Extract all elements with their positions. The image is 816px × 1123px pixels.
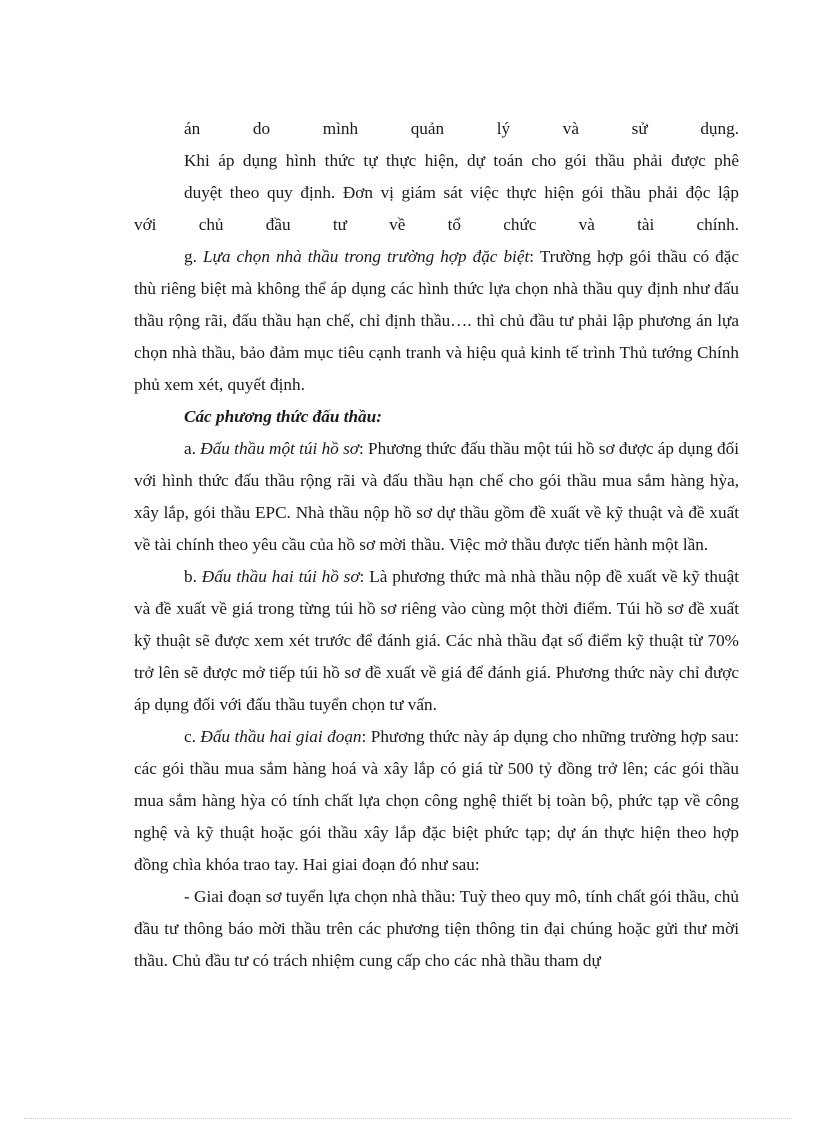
page-bottom-divider <box>24 1118 792 1119</box>
paragraph-a <box>134 433 739 561</box>
paragraph-c <box>134 721 739 881</box>
section-heading: Các phương thức đấu thầu: <box>184 407 382 426</box>
paragraph-body: : Phương thức này áp dụng cho những trường hợp sau: các gói thầu mua sắm hàng hoá và xây lắp có giá từ 500 tỷ đồng trở lên; các gói thầu mua sắm hàng hỳa có tính chất lựa chọn công nghệ thiết bị toàn bộ, phức tạp về công nghệ và kỹ thuật hoặc gói thầu xây lắp đặc biệt phức tạp; dự án thực hiện theo hợp đồng chìa khóa trao tay. Hai giai đoạn đó như sau: <box>134 727 739 874</box>
text-line: duyệt theo quy định. Đơn vị giám sát việc thực hiện gói thầu phải độc lập <box>184 183 739 202</box>
paragraph-prefix: c. <box>184 727 201 746</box>
text-line: Khi áp dụng hình thức tự thực hiện, dự toán cho gói thầu phải được phê <box>184 151 739 170</box>
paragraph-body: : Phương thức đấu thầu một túi hồ sơ được áp dụng đối với hình thức đấu thầu rộng rãi và đấu thầu hạn chế cho gói thầu mua sắm hàng hỳa, xây lắp, gói thầu EPC. Nhà thầu nộp hồ sơ dự thầu gồm đề xuất về kỹ thuật và đề xuất về tài chính theo yêu cầu của hồ sơ mời thầu. Việc mở thầu được tiến hành một lần. <box>134 439 739 554</box>
document-body <box>134 113 739 977</box>
paragraph-prefix: g. <box>184 247 203 266</box>
paragraph-body: : Trường hợp gói thầu có đặc thù riêng biệt mà không thể áp dụng các hình thức lựa chọn nhà thầu quy định như đấu thầu rộng rãi, đấu thầu hạn chế, chỉ định thầu…. thì chủ đầu tư phải lập phương án lựa chọn nhà thầu, bảo đảm mục tiêu cạnh tranh và hiệu quả kinh tế trình Thủ tướng Chính phủ xem xét, quyết định. <box>134 247 740 394</box>
paragraph-title: Đấu thầu hai giai đoạn <box>200 727 362 746</box>
paragraph-prefix: a. <box>184 439 201 458</box>
paragraph-g <box>134 241 739 401</box>
paragraph-prefix: b. <box>184 567 202 586</box>
text-line: với chủ đầu tư về tổ chức và tài chính. <box>134 215 739 234</box>
paragraph-title: Lựa chọn nhà thầu trong trường hợp đặc biệt <box>202 247 530 266</box>
paragraph-title: Đấu thầu một túi hồ sơ <box>200 439 359 458</box>
text-line: án do mình quản lý và sử dụng. <box>184 119 739 138</box>
paragraph-dash: - Giai đoạn sơ tuyển lựa chọn nhà thầu: Tuỳ theo quy mô, tính chất gói thầu, chủ đầu tư thông báo mời thầu trên các phương tiện thông tin đại chúng hoặc gửi thư mời thầu. Chủ đầu tư có trách nhiệm cung cấp cho các nhà thầu tham dự <box>134 887 739 970</box>
paragraph-title: Đấu thầu hai túi hồ sơ <box>201 567 360 586</box>
paragraph-b <box>134 561 739 721</box>
paragraph-body: : Là phương thức mà nhà thầu nộp đề xuất về kỹ thuật và đề xuất về giá trong từng túi hồ sơ riêng vào cùng một thời điểm. Túi hồ sơ đề xuất kỹ thuật sẽ được xem xét trước để đánh giá. Các nhà thầu đạt số điểm kỹ thuật từ 70% trở lên sẽ được mở tiếp túi hồ sơ đề xuất về giá để đánh giá. Phương thức này chỉ được áp dụng đối với đấu thầu tuyển chọn tư vấn. <box>134 567 739 714</box>
